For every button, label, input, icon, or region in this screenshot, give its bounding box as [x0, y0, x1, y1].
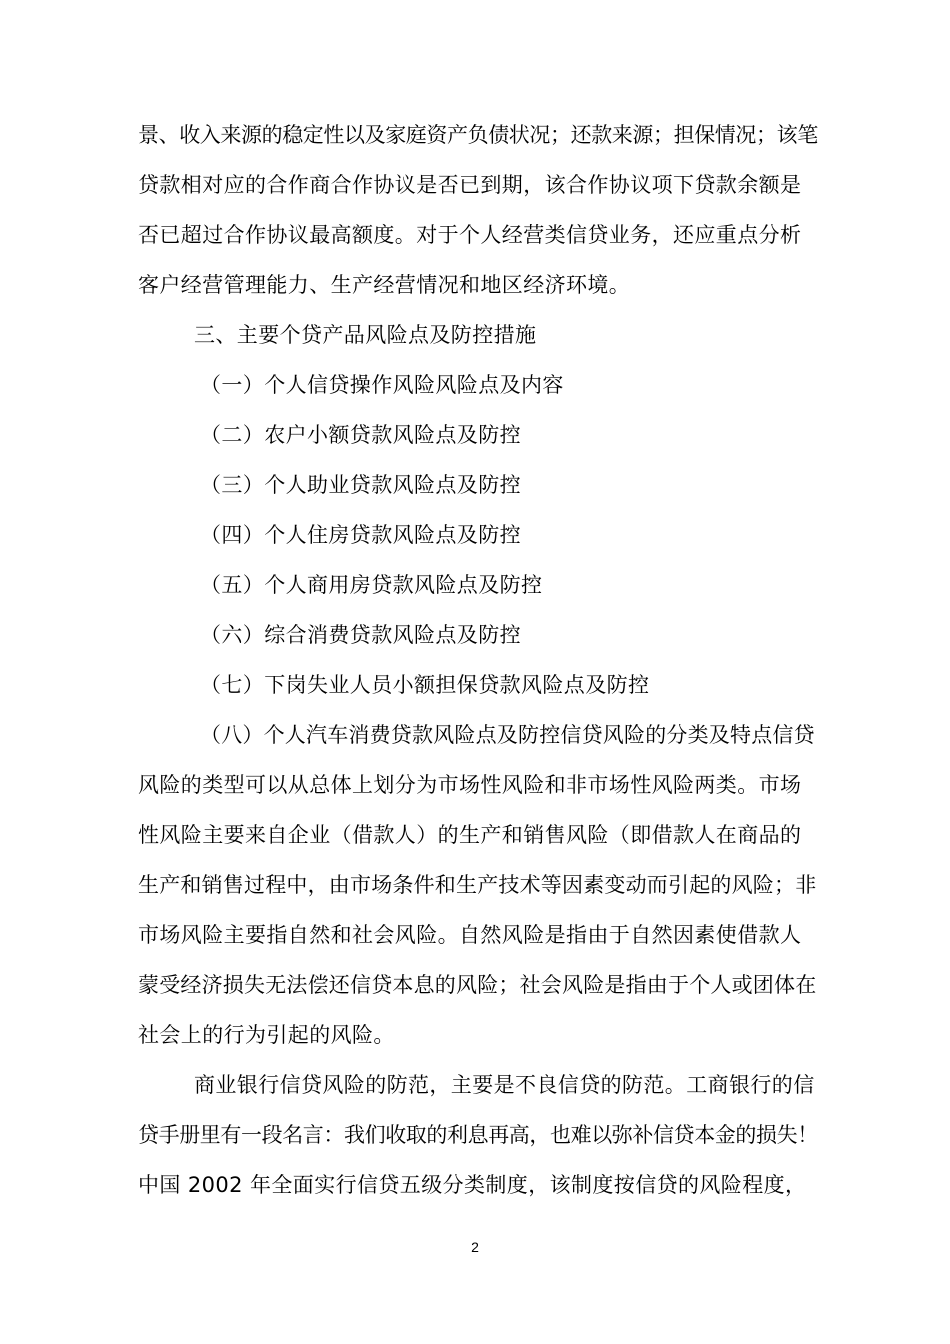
paragraph-line: 客户经营管理能力、生产经营情况和地区经济环境。: [138, 273, 631, 297]
paragraph-line: 市场风险主要指自然和社会风险。自然风险是指由于自然因素使借款人: [138, 923, 802, 947]
list-item: （七）下岗失业人员小额担保贷款风险点及防控: [200, 673, 650, 697]
page-number: 2: [471, 1239, 479, 1255]
paragraph-line: 社会上的行为引起的风险。: [138, 1023, 395, 1047]
paragraph-line: 贷款相对应的合作商合作协议是否已到期，该合作协议项下贷款余额是: [138, 173, 802, 197]
list-item: （三）个人助业贷款风险点及防控: [200, 473, 521, 497]
list-item: （六）综合消费贷款风险点及防控: [200, 623, 521, 647]
paragraph-line: 生产和销售过程中，由市场条件和生产技术等因素变动而引起的风险；非: [138, 873, 817, 897]
list-item: （五）个人商用房贷款风险点及防控: [200, 573, 543, 597]
list-item: （一）个人信贷操作风险风险点及内容: [200, 373, 564, 397]
paragraph-line: 景、收入来源的稳定性以及家庭资产负债状况；还款来源；担保情况；该笔: [138, 123, 818, 147]
section-heading: 三、主要个贷产品风险点及防控措施: [194, 323, 537, 347]
list-item: （四）个人住房贷款风险点及防控: [200, 523, 521, 547]
paragraph-line: 蒙受经济损失无法偿还信贷本息的风险；社会风险是指由于个人或团体在: [138, 973, 817, 997]
paragraph-line: 中国 2002 年全面实行信贷五级分类制度，该制度按信贷的风险程度，: [138, 1173, 807, 1197]
list-item: （八）个人汽车消费贷款风险点及防控信贷风险的分类及特点信贷: [200, 723, 815, 747]
paragraph-line: 性风险主要来自企业（借款人）的生产和销售风险（即借款人在商品的: [138, 823, 802, 847]
paragraph-line: 否已超过合作协议最高额度。对于个人经营类信贷业务，还应重点分析: [138, 223, 802, 247]
paragraph-line: 贷手册里有一段名言：我们收取的利息再高，也难以弥补信贷本金的损失！: [138, 1123, 818, 1147]
paragraph-line: 商业银行信贷风险的防范，主要是不良信贷的防范。工商银行的信: [194, 1073, 815, 1097]
paragraph-line: 风险的类型可以从总体上划分为市场性风险和非市场性风险两类。市场: [138, 773, 802, 797]
list-item: （二）农户小额贷款风险点及防控: [200, 423, 521, 447]
